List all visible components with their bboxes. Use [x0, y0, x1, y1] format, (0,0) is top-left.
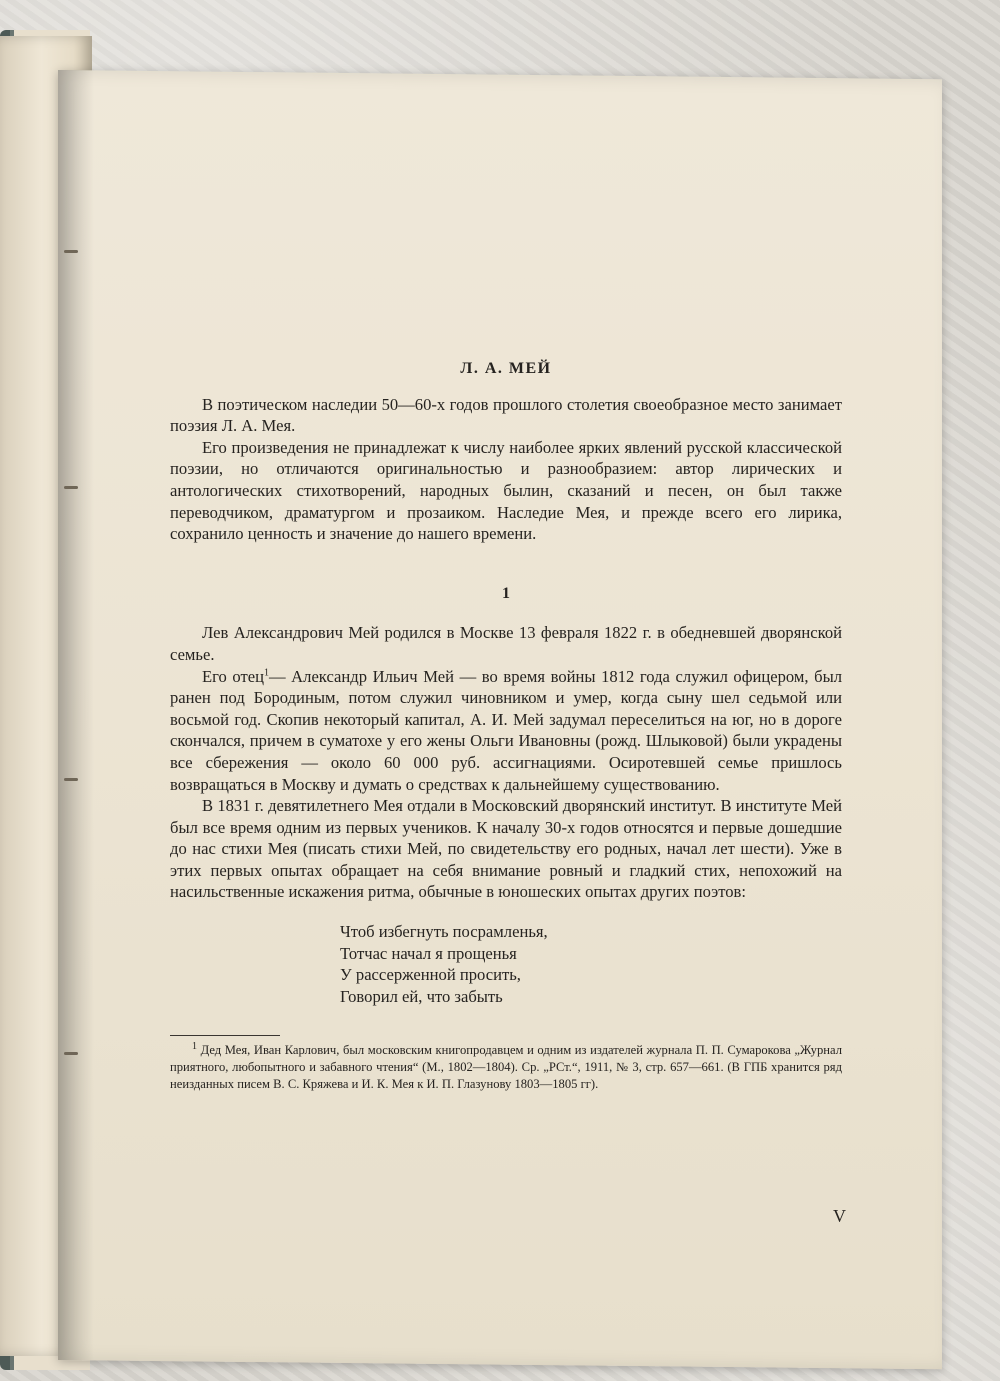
footnote-marker: 1 [192, 1041, 197, 1053]
page-number: V [833, 1206, 846, 1226]
intro-paragraph: Его произведения не принадлежат к числу наиболее ярких явлений русской классической поэзии, но отличаются оригинальностью и разнообразием: автор лирических и антологических стихотворений, народных былин, сказаний и песен, он был также переводчиком, драматургом и прозаиком. Наследие Мея, и прежде всего его лирика, сохранило ценность и значение до нашего времени. [170, 437, 842, 544]
footnote [170, 1042, 842, 1093]
poem-line: Говорил ей, что забыть [340, 986, 503, 1006]
poem-line: Тотчас начал я прощенья [340, 943, 517, 963]
body-paragraph [170, 666, 842, 796]
intro-paragraph: В поэтическом наследии 50—60-х годов прошлого столетия своеобразное место занимает поэзия Л. А. Мея. [170, 394, 842, 436]
footnote-ref: 1 [264, 667, 269, 678]
poem-excerpt [340, 921, 842, 1007]
binding-stitch [64, 250, 78, 253]
section-number: 1 [502, 584, 510, 602]
footnote-rule [170, 1035, 280, 1036]
binding-stitch [64, 778, 78, 781]
poem-line: У рассерженной просить, [340, 965, 521, 985]
footnote-text: Дед Мея, Иван Карлович, был московским книгопродавцем и одним из издателей журнала П. П. Сумарокова „Журнал приятного, любопытного и забавного чтения“ (М., 1802—1804). Ср. „РСт.“, 1911, № 3, стр. 657—661. (В ГПБ хранится ряд неизданных писем В. С. Кряжева и И. К. Мея к И. П. Глазунову 1803—1805 гг). [170, 1043, 842, 1092]
chapter-title: Л. А. МЕЙ [460, 360, 552, 377]
body-text: — Александр Ильич Мей — во время войны 1812 года служил офицером, был ранен под Бородиным, потом служил чиновником и умер, когда сыну шел седьмой или восьмой год. Скопив некоторый капитал, А. И. Мей задумал переселиться на юг, но в дороге скончался, причем в суматохе у его жены Ольги Ивановны (рожд. Шлыковой) были украдены все сбережения — около 60 000 руб. ассигнациями. Осиротевшей семье пришлось возвращаться в Москву и думать о средствах к дальнейшему существованию. [170, 666, 842, 794]
body-paragraph: В 1831 г. девятилетнего Мея отдали в Московский дворянский институт. В институте Мей был все время одним из первых учеников. К началу 30-х годов относятся и первые дошедшие до нас стихи Мея (писать стихи Мей, по свидетельству его родных, начал лет шести). Уже в этих первых опытах обращает на себя внимание ровный и гладкий стих, непохожий на насильственные искажения ритма, обычные в юношеских опытах других поэтов: [170, 796, 842, 902]
poem-line: Чтоб избегнуть посрамленья, [340, 922, 548, 942]
binding-stitch [64, 1052, 78, 1055]
body-text: Его отец [202, 666, 264, 686]
page-content [170, 358, 842, 1093]
binding-stitch [64, 486, 78, 489]
body-paragraph: Лев Александрович Мей родился в Москве 13 февраля 1822 г. в обедневшей дворянской семье. [170, 623, 842, 664]
